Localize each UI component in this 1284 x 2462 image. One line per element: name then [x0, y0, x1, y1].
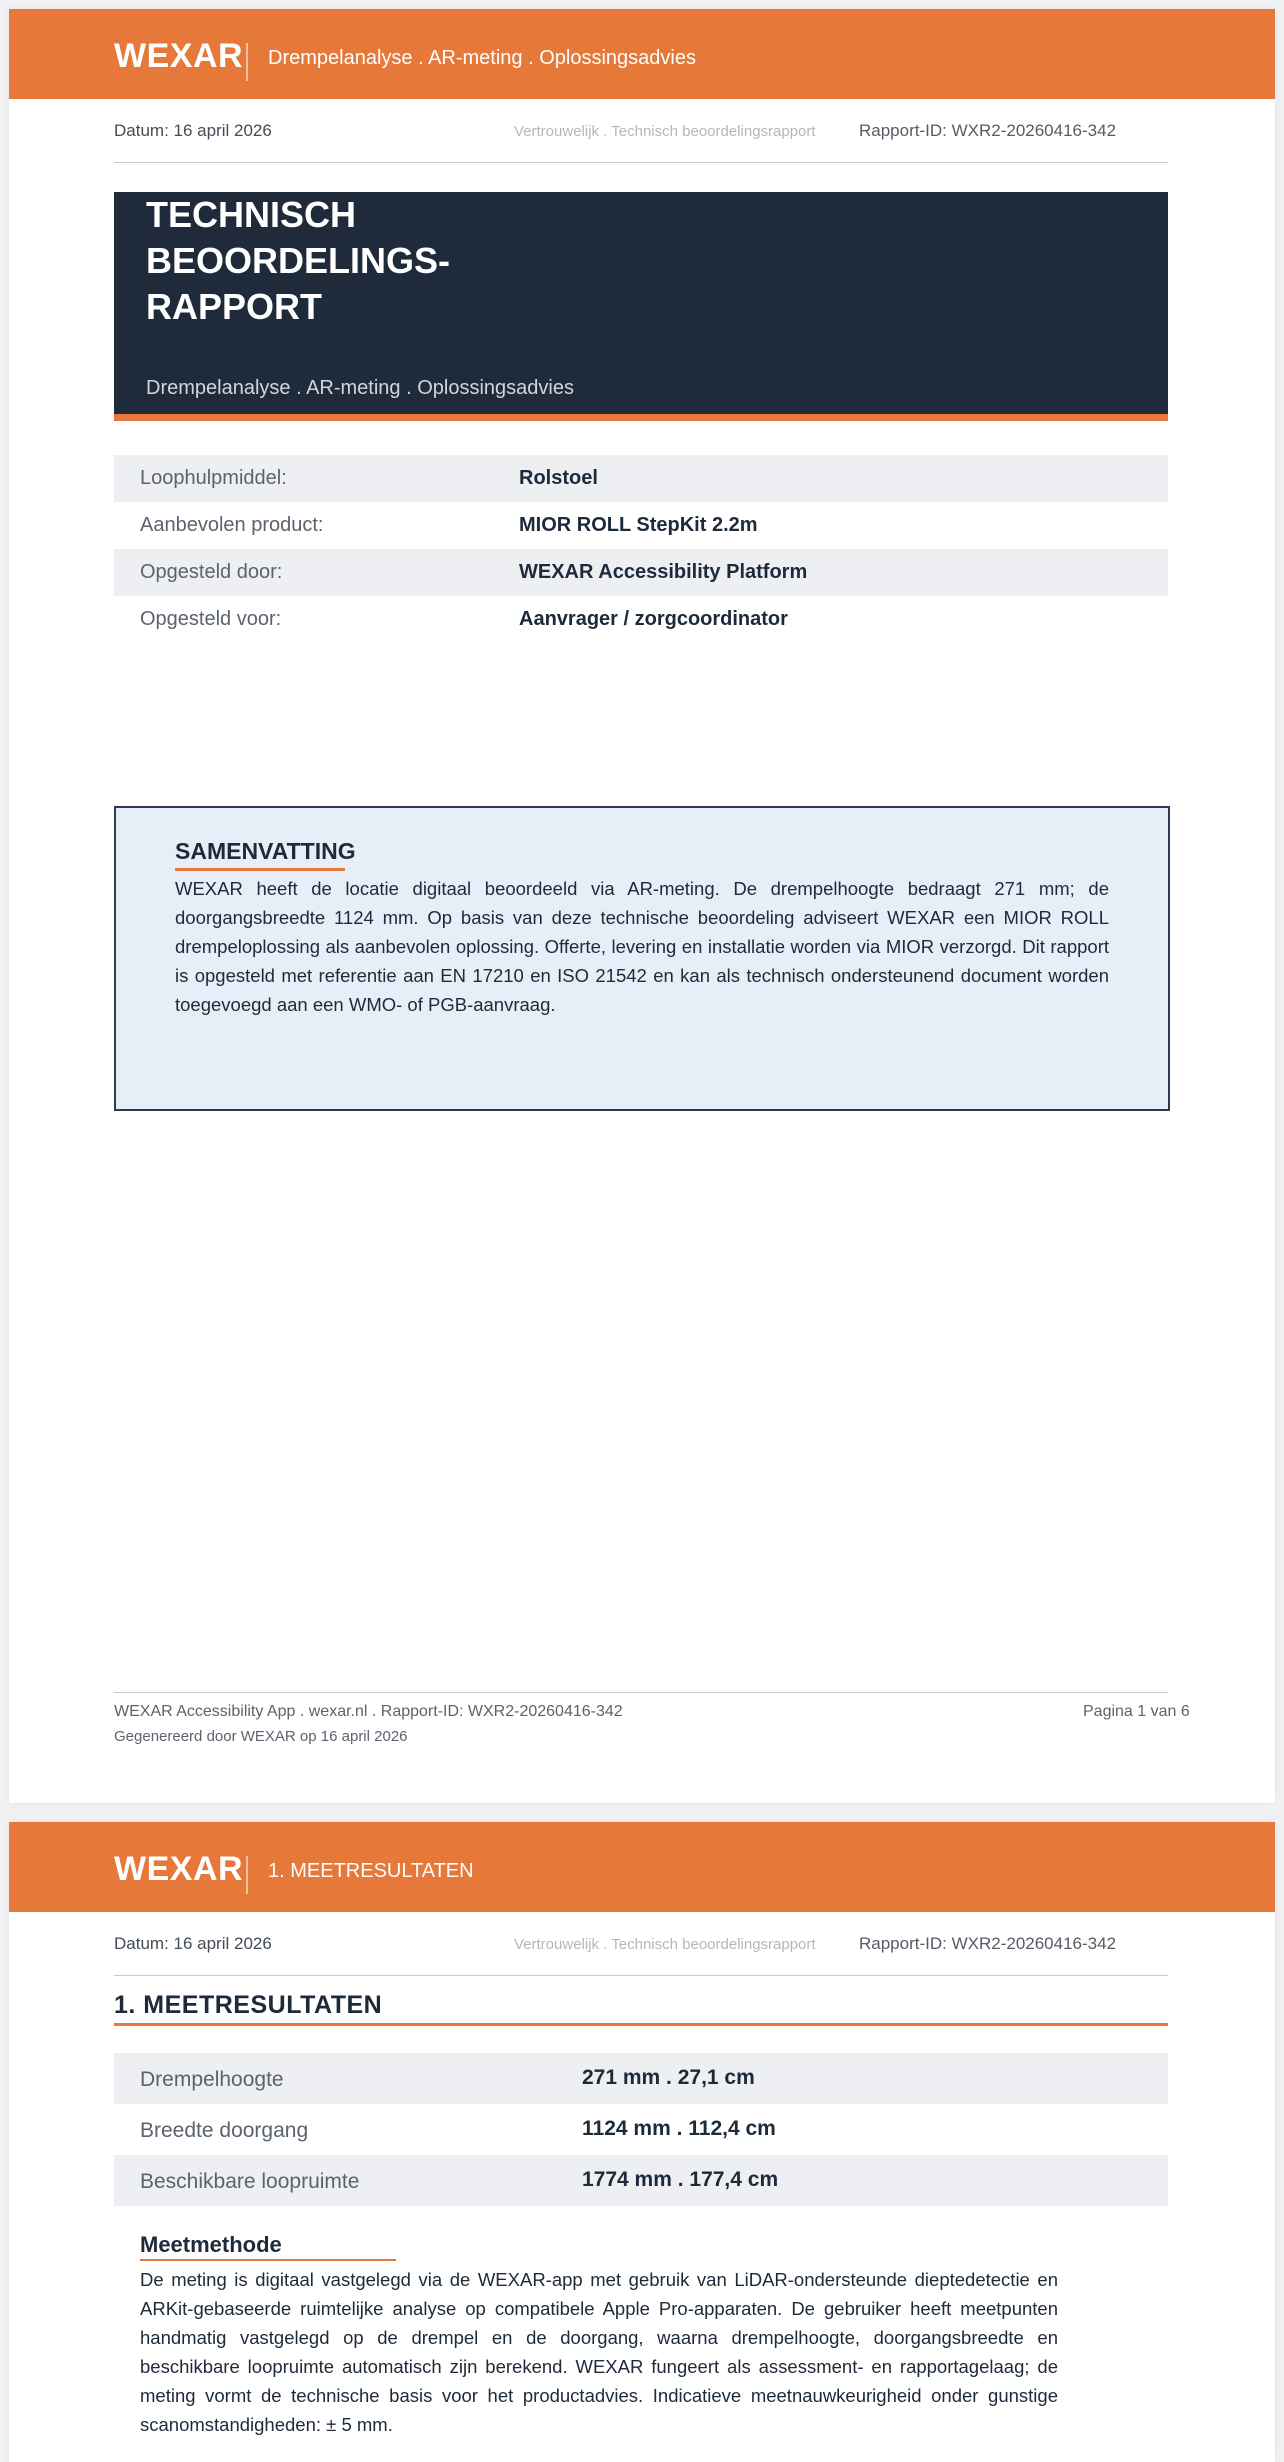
- summary-text: WEXAR heeft de locatie digitaal beoordeeld via AR-meting. De drempelhoogte bedraagt 271 mm; de doorgangsbreedte 1124 mm. Op basis van deze technische beoordeling adviseert WEXAR een MIOR ROLL drempeloplossing als aanbevolen oplossing. Offerte, levering en installatie worden via MIOR verzorgd. Dit rapport is opgesteld met referentie aan EN 17210 en ISO 21542 en kan als technisch ondersteunend document worden toegevoegd aan een WMO- of PGB-aanvraag.: [175, 878, 1109, 1015]
- footer-generated: Gegenereerd door WEXAR op 16 april 2026: [114, 1728, 408, 1745]
- summary-underline: [175, 868, 345, 871]
- method-underline: [140, 2259, 396, 2261]
- measurement-value: 271 mm . 27,1 cm: [582, 2066, 755, 2089]
- report-title-line-3: RAPPORT: [146, 286, 323, 327]
- header-subtitle: Drempelanalyse . AR-meting . Oplossingsadvies: [268, 47, 696, 69]
- info-value: WEXAR Accessibility Platform: [519, 561, 808, 583]
- meta-row: [114, 121, 1168, 147]
- header-separator: [246, 43, 248, 81]
- report-date: Datum: 16 april 2026: [114, 121, 272, 140]
- info-label: Loophulpmiddel:: [140, 467, 287, 489]
- measurement-label: Breedte doorgang: [140, 2119, 309, 2142]
- info-value: MIOR ROLL StepKit 2.2m: [519, 514, 758, 536]
- wexar-logo: WEXAR: [114, 1850, 244, 1888]
- page-number: Pagina 1 van 6: [1083, 1703, 1190, 1720]
- measurement-label: Drempelhoogte: [140, 2068, 284, 2091]
- report-title-line-2: BEOORDELINGS-: [146, 240, 451, 281]
- report-title-line-1: TECHNISCH: [146, 194, 357, 235]
- info-table: [114, 455, 1168, 643]
- wexar-logo: WEXAR: [114, 37, 244, 75]
- report-subtitle: Drempelanalyse . AR-meting . Oplossingsadvies: [146, 377, 574, 399]
- info-row: [114, 455, 1168, 502]
- meta-divider: [114, 1975, 1168, 1976]
- measurement-row: [114, 2053, 1168, 2104]
- report-page-1: [9, 9, 1275, 1803]
- confidential-note: Vertrouwelijk . Technisch beoordelingsrapport: [514, 1936, 816, 1953]
- summary-title: SAMENVATTING: [175, 838, 356, 864]
- confidential-note: Vertrouwelijk . Technisch beoordelingsrapport: [514, 123, 816, 140]
- measurement-value: 1774 mm . 177,4 cm: [582, 2168, 779, 2191]
- info-value: Rolstoel: [519, 467, 598, 489]
- method-title: Meetmethode: [140, 2232, 282, 2257]
- report-title: [146, 192, 450, 330]
- title-block: [114, 192, 1168, 421]
- measurement-label: Beschikbare loopruimte: [140, 2170, 360, 2193]
- measurement-row: [114, 2104, 1168, 2155]
- info-label: Opgesteld door:: [140, 561, 283, 583]
- report-id: Rapport-ID: WXR2-20260416-342: [859, 1934, 1117, 1953]
- section-underline: [114, 2023, 1168, 2026]
- info-row: [114, 596, 1168, 643]
- meta-divider: [114, 162, 1168, 163]
- report-page-2: [9, 1822, 1275, 2462]
- header-bar: [9, 1822, 1275, 1912]
- info-row: [114, 502, 1168, 549]
- section-title: 1. MEETRESULTATEN: [114, 1991, 383, 2019]
- measurement-row: [114, 2155, 1168, 2206]
- footer-info: WEXAR Accessibility App . wexar.nl . Rapport-ID: WXR2-20260416-342: [114, 1703, 623, 1720]
- footer-divider: [114, 1692, 1168, 1693]
- summary-box: [114, 806, 1170, 1111]
- measurement-table: [114, 2053, 1168, 2206]
- info-value: Aanvrager / zorgcoordinator: [519, 608, 788, 630]
- meta-row: [114, 1934, 1168, 1960]
- header-separator: [246, 1856, 248, 1894]
- header-bar: [9, 9, 1275, 99]
- info-label: Aanbevolen product:: [140, 514, 324, 536]
- report-id: Rapport-ID: WXR2-20260416-342: [859, 121, 1117, 140]
- method-text: De meting is digitaal vastgelegd via de WEXAR-app met gebruik van LiDAR-ondersteunde dieptedetectie en ARKit-gebaseerde ruimtelijke analyse op compatibele Apple Pro-apparaten. De gebruiker heeft meetpunten handmatig vastgelegd op de drempel en de doorgang, waarna drempelhoogte, doorgangsbreedte en beschikbare loopruimte automatisch zijn berekend. WEXAR fungeert als assessment- en rapportagelaag; de meting vormt de technische basis voor het productadvies. Indicatieve meetnauwkeurigheid onder gunstige scanomstandigheden: ± 5 mm.: [140, 2269, 1058, 2435]
- report-date: Datum: 16 april 2026: [114, 1934, 272, 1953]
- info-row: [114, 549, 1168, 596]
- info-label: Opgesteld voor:: [140, 608, 282, 630]
- header-subtitle: 1. MEETRESULTATEN: [268, 1860, 474, 1882]
- measurement-value: 1124 mm . 112,4 cm: [582, 2117, 776, 2140]
